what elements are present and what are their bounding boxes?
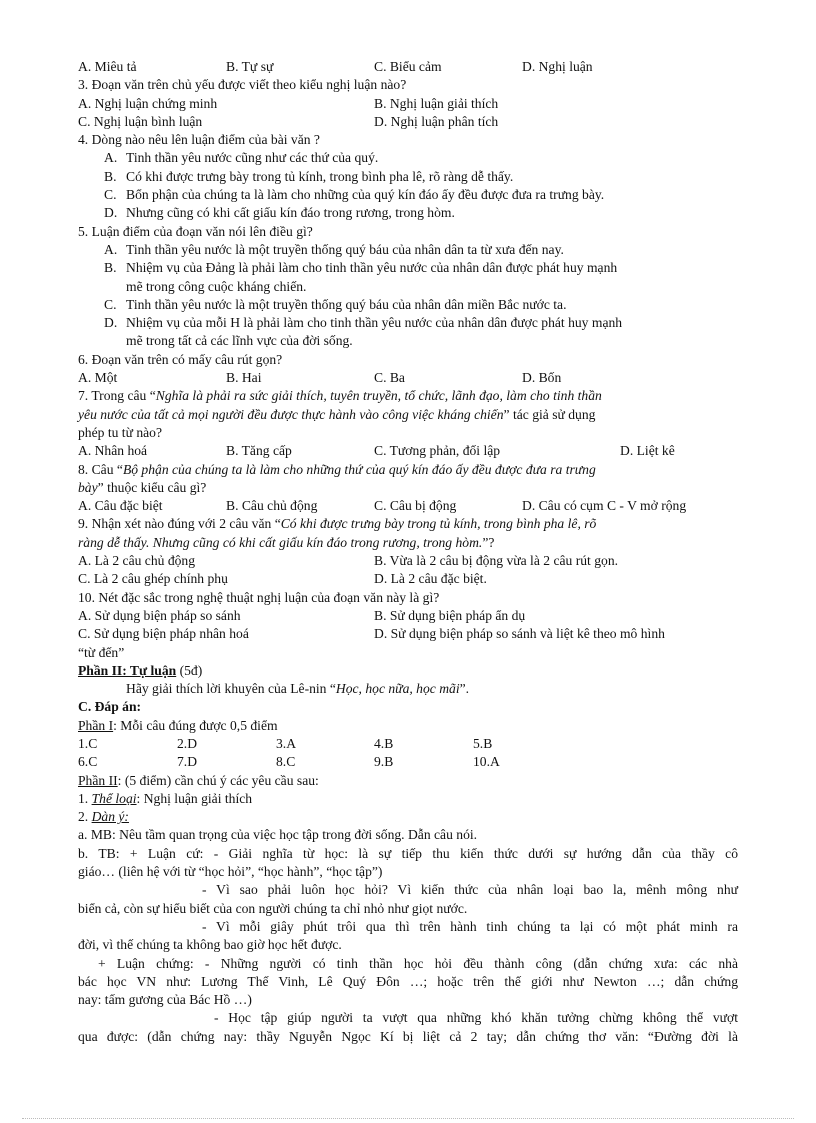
answers-title: C. Đáp án: [78,699,142,715]
part2-points: (5đ) [176,662,203,678]
answers-outline-heading [78,808,738,826]
answer-3: 3.A [276,735,297,751]
q8-option-a: A. Câu đặc biệt [78,498,163,514]
q4-option-b [78,168,738,186]
q9-quote-part-1: Có khi được trưng bày trong tủ kính, trong bình pha lê, rõ [280,516,597,532]
q10-option-d: D. Sử dụng biện pháp so sánh và liệt kê theo mô hình [374,626,665,642]
q7-prefix: 7. Trong câu “ [78,388,156,404]
q9-options-row-2 [78,570,738,588]
answers-part1-label: Phần I [78,717,114,733]
part2-prompt [78,680,738,698]
answers-outline-number: 2. [78,809,92,825]
answers-tb-line-1: b. TB: + Luận cứ: - Giải nghĩa từ học: là sự tiếp thu kiến thức dưới sự hướng dẫn của thầy cô [78,845,738,861]
q6-option-b: B. Hai [226,370,262,386]
q5-option-a-label: A. [104,241,118,257]
part2-prompt-prefix: Hãy giải thích lời khuyên của Lê-nin “ [126,681,336,697]
q8-quote-part-1: Bộ phận của chúng ta là làm cho những thứ của quý kín đáo ấy đều được đưa ra trưng [122,461,596,477]
q9-option-b: B. Vừa là 2 câu bị động vừa là 2 câu rút gọn. [374,553,619,569]
q6-option-a: A. Một [78,370,118,386]
answer-4: 4.B [374,735,394,751]
answers-part2-heading [78,772,738,790]
part2-prompt-quote: Học, học nữa, học mãi [335,681,460,697]
q9-question-line-2 [78,534,738,552]
q9-quote-part-2: ràng dễ thấy. Nhưng cũng có khi cất giấu kín đáo trong rương, trong hòm. [78,534,483,550]
q2-options-row [78,58,738,76]
answers-genre-number: 1. [78,790,92,806]
answers-tb-line-6: đời, vì thế chúng ta không bao giờ học hết được. [78,937,342,953]
q7-option-c: C. Tương phản, đối lập [374,443,501,459]
q5-option-a-text: Tinh thần yêu nước là một truyền thống quý báu của nhân dân ta từ xưa đến nay. [126,241,564,257]
q9-prefix: 9. Nhận xét nào đúng với 2 câu văn “ [78,516,281,532]
answers-outline-label: Dàn ý: [91,809,129,825]
q7-quote-part-1: Nghĩa là phải ra sức giải thích, tuyên truyền, tổ chức, lãnh đạo, làm cho tinh thần [155,388,602,404]
q7-quote-part-2: yêu nước của tất cả mọi người đều được thực hành vào công việc kháng chiến [78,406,504,422]
page-bottom-divider [22,1118,794,1119]
answer-8: 8.C [276,754,296,770]
answers-lc-line-1: + Luận chứng: - Những người có tinh thần học hỏi đều thành công (dẫn chứng xưa: các nhà [98,955,738,971]
q4-option-b-label: B. [104,168,117,184]
q7-suffix: ” tác giả sử dụng [503,406,596,422]
q4-question: 4. Dòng nào nêu lên luận điểm của bài văn ? [78,132,320,148]
q9-options-row-1 [78,552,738,570]
document-page [78,58,738,1046]
q3-option-c: C. Nghị luận bình luận [78,113,203,129]
q7-question-line-3: phép tu từ nào? [78,424,162,440]
q8-option-b: B. Câu chủ động [226,498,318,514]
q4-option-a-text: Tinh thần yêu nước cũng như các thứ của quý. [126,150,379,166]
q9-option-a: A. Là 2 câu chủ động [78,553,196,569]
q5-option-c-label: C. [104,296,117,312]
answers-genre [78,790,738,808]
answers-lc-line-2: bác học VN như: Lương Thế Vinh, Lê Quý Đôn …; hoặc trên thế giới như Newton …; dẫn chứng [78,973,738,989]
answers-part1-text: : Mỗi câu đúng được 0,5 điểm [113,717,278,733]
answers-lc-line-3: nay: tấm gương của Bác Hồ …) [78,992,252,1008]
q8-options-row [78,497,738,515]
q4-option-b-text: Có khi được trưng bày trong tủ kính, trong bình pha lê, rõ ràng dễ thấy. [126,168,514,184]
q4-option-d-text: Nhưng cũng có khi cất giấu kín đáo trong rương, trong hòm. [126,205,455,221]
answers-genre-text: : Nghị luận giải thích [136,790,253,806]
q8-quote-part-2: bày [78,479,98,495]
answer-2: 2.D [177,735,198,751]
answers-part2-text: : (5 điểm) cần chú ý các yêu cầu sau: [117,772,319,788]
answers-tb-line-2: giáo… (liên hệ với từ “học hỏi”, “học hành”, “học tập”) [78,864,383,880]
part2-heading [78,662,738,680]
q10-question: 10. Nét đặc sắc trong nghệ thuật nghị luận của đoạn văn này là gì? [78,589,440,605]
q5-option-b-label: B. [104,260,117,276]
q2-option-a: A. Miêu tả [78,59,137,74]
answers-tb-line-3: - Vì sao phải luôn học hỏi? Vì kiến thức của nhân loại bao la, mênh mông như [202,882,738,898]
q5-option-b-text: Nhiệm vụ của Đảng là phải làm cho tinh thần yêu nước của nhân dân được phát huy mạnh [126,260,618,276]
answers-genre-label: Thể loại [91,790,137,806]
q9-option-d: D. Là 2 câu đặc biệt. [374,571,487,587]
answers-lc-line-4: - Học tập giúp người ta vượt qua những khó khăn tưởng chừng không thể vượt [214,1010,738,1026]
answer-1: 1.C [78,735,98,751]
q10-options-row-2 [78,625,738,643]
q4-option-c-text: Bổn phận của chúng ta là làm cho những của quý kín đáo ấy đều được đưa ra trưng bày. [126,187,605,203]
q7-option-d: D. Liệt kê [620,443,675,459]
q7-question-line-2 [78,406,738,424]
q4-option-c-label: C. [104,187,117,203]
answers-row-2 [78,753,738,771]
q6-option-d: D. Bốn [522,370,562,386]
q2-option-c: C. Biểu cảm [374,59,442,74]
q3-options-row-2 [78,113,738,131]
q6-options-row [78,369,738,387]
answer-6: 6.C [78,754,98,770]
answer-5: 5.B [473,735,493,751]
q4-option-c [78,186,738,204]
q3-question: 3. Đoạn văn trên chủ yếu được viết theo kiểu nghị luận nào? [78,77,407,93]
q8-question-line-2 [78,479,738,497]
part2-prompt-suffix: ”. [459,681,470,697]
part2-title: Phần II: Tự luận [78,662,177,678]
q6-question: 6. Đoạn văn trên có mấy câu rút gọn? [78,351,283,367]
q5-option-a [78,241,738,259]
q8-suffix: ” thuộc kiểu câu gì? [97,479,207,495]
q5-option-d [78,314,738,332]
q4-option-d [78,204,738,222]
q7-option-a: A. Nhân hoá [78,443,148,459]
q5-option-b-continuation: mẽ trong công cuộc kháng chiến. [126,278,307,294]
q5-question: 5. Luận điểm của đoạn văn nói lên điều gì? [78,223,313,239]
answer-9: 9.B [374,754,394,770]
q10-option-a: A. Sử dụng biện pháp so sánh [78,607,241,623]
q7-options-row [78,442,738,460]
answer-7: 7.D [177,754,198,770]
q8-option-c: C. Câu bị động [374,498,457,514]
answers-part1-heading [78,717,738,735]
q5-option-b [78,259,738,277]
q3-option-b: B. Nghị luận giải thích [374,95,499,111]
q8-question-line-1 [78,461,738,479]
q4-option-d-label: D. [104,205,118,221]
q5-option-c-text: Tinh thần yêu nước là một truyền thống quý báu của nhân dân miền Bắc nước ta. [126,296,567,312]
q4-option-a [78,149,738,167]
q2-option-d: D. Nghị luận [522,59,593,74]
answers-row-1 [78,735,738,753]
q3-option-d: D. Nghị luận phân tích [374,113,499,129]
q5-option-d-continuation: mẽ trong tất cả các lĩnh vực của đời sống. [126,333,353,349]
answer-10: 10.A [473,754,500,770]
answers-lc-line-5: qua được: (dẫn chứng nay: thầy Nguyễn Ngọc Kí bị liệt cả 2 tay; dẫn chứng thơ văn: “Đường đời là [78,1028,738,1044]
q3-options-row-1 [78,95,738,113]
q5-option-c [78,296,738,314]
q2-option-b: B. Tự sự [226,59,274,74]
q3-option-a: A. Nghị luận chứng minh [78,95,218,111]
q9-question-line-1 [78,515,738,533]
q6-option-c: C. Ba [374,370,405,386]
answers-mb: a. MB: Nêu tầm quan trọng của việc học tập trong đời sống. Dẫn câu nói. [78,827,478,843]
answers-tb-line-5: - Vì mỗi giây phút trôi qua thì trên hành tinh chúng ta lại có một phát minh ra [202,918,738,934]
q10-option-b: B. Sử dụng biện pháp ẩn dụ [374,607,526,623]
q10-option-c: C. Sử dụng biện pháp nhân hoá [78,626,249,642]
q8-prefix: 8. Câu “ [78,461,123,477]
q10-option-d-continuation: “từ đến” [78,644,125,660]
q9-suffix: ”? [482,534,495,550]
answers-part2-label: Phần II [78,772,118,788]
q7-question-line-1 [78,387,738,405]
q5-option-d-label: D. [104,315,118,331]
q4-option-a-label: A. [104,150,118,166]
q7-option-b: B. Tăng cấp [226,443,292,459]
q8-option-d: D. Câu có cụm C - V mở rộng [522,498,687,514]
q10-options-row-1 [78,607,738,625]
q9-option-c: C. Là 2 câu ghép chính phụ [78,571,228,587]
answers-tb-line-4: biển cả, còn sự hiểu biết của con người chúng ta chỉ nhỏ như giọt nước. [78,900,468,916]
q5-option-d-text: Nhiệm vụ của mỗi H là phải làm cho tinh thần yêu nước của nhân dân được phát huy mạnh [126,315,623,331]
